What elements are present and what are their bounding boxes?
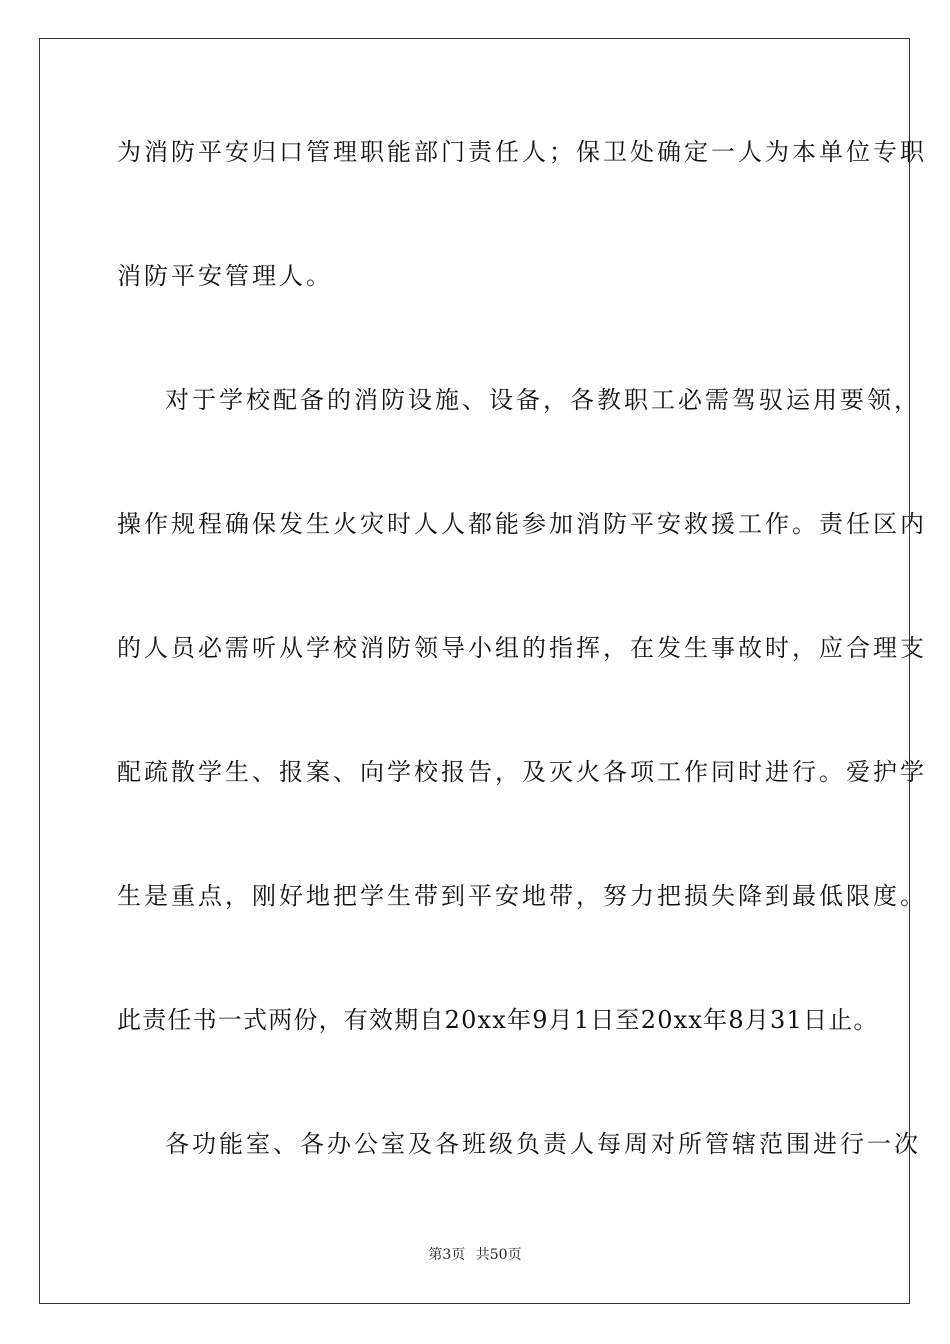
body-text-line: 生是重点，刚好地把学生带到平安地带，努力把损失降到最低限度。: [117, 882, 927, 910]
validity-statement-line: 此责任书一式两份，有效期自20xx年9月1日至20xx年8月31日止。: [117, 1006, 879, 1034]
total-pages: 共50页: [475, 1247, 522, 1263]
body-text-line: 消防平安管理人。: [117, 262, 333, 290]
body-text-line: 为消防平安归口管理职能部门责任人；保卫处确定一人为本单位专职: [117, 138, 927, 166]
body-text-line: 操作规程确保发生火灾时人人都能参加消防平安救援工作。责任区内: [117, 510, 927, 538]
paragraph-start-line: 各功能室、各办公室及各班级负责人每周对所管辖范围进行一次: [165, 1130, 921, 1158]
page-number: 第3页: [428, 1247, 466, 1263]
page-footer: [0, 1246, 950, 1264]
body-text-line: 配疏散学生、报案、向学校报告，及灭火各项工作同时进行。爱护学: [117, 758, 927, 786]
paragraph-start-line: 对于学校配备的消防设施、设备，各教职工必需驾驭运用要领，: [165, 386, 921, 414]
page-border: [39, 38, 910, 1304]
body-text-line: 的人员必需听从学校消防领导小组的指挥，在发生事故时，应合理支: [117, 634, 927, 662]
